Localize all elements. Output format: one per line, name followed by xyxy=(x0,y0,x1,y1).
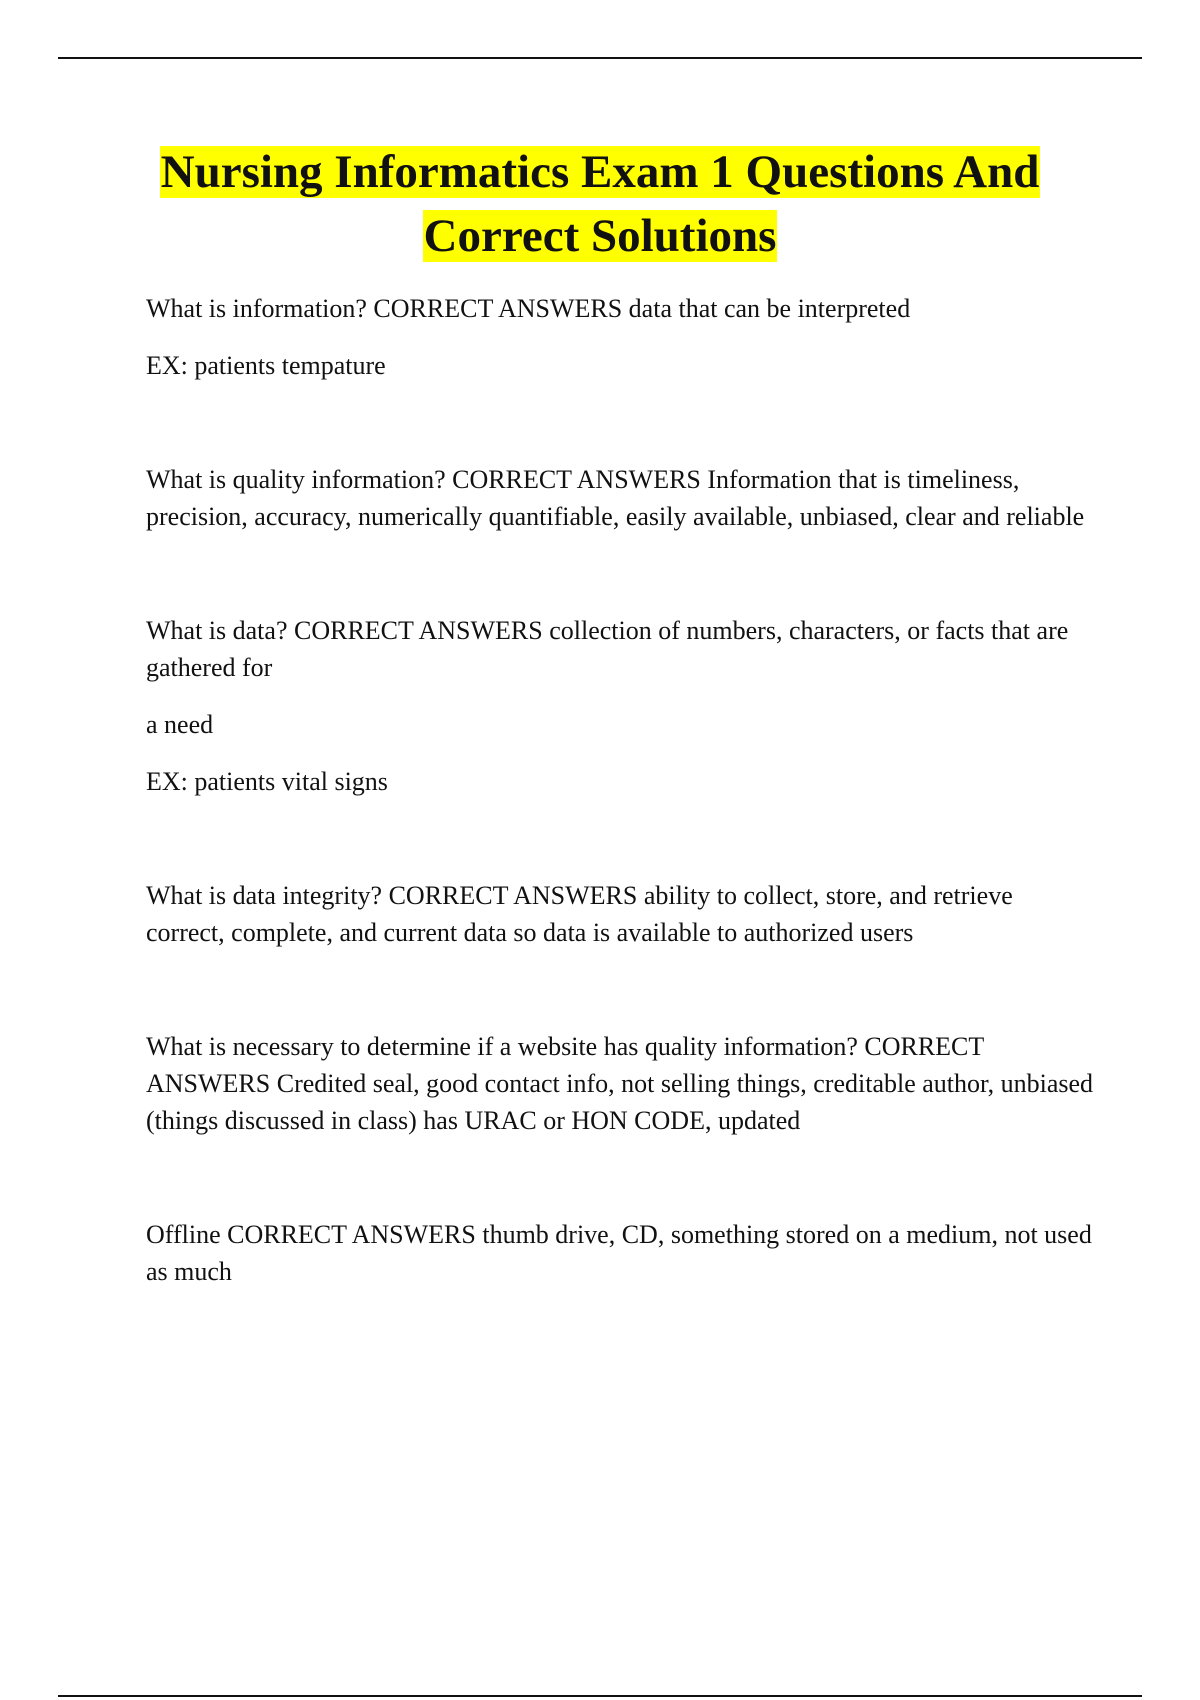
qa-block-data-integrity xyxy=(146,877,1096,951)
qa-paragraph: What is necessary to determine if a website has quality information? CORRECT ANSWERS Credited seal, good contact info, not selling things, creditable author, unbiased (things discussed in class) has URAC or HON CODE, updated xyxy=(146,1032,1094,1135)
title-line-2: Correct Solutions xyxy=(423,210,777,262)
document-title xyxy=(100,140,1100,268)
title-line-1: Nursing Informatics Exam 1 Questions And xyxy=(160,146,1040,198)
qa-paragraph: a need xyxy=(146,710,214,739)
qa-paragraph: EX: patients vital signs xyxy=(146,767,388,796)
qa-block-information xyxy=(146,290,1096,384)
qa-paragraph: EX: patients tempature xyxy=(146,351,386,380)
qa-paragraph: What is quality information? CORRECT ANSWERS Information that is timeliness, precision, accuracy, numerically quantifiable, easily available, unbiased, clear and reliable xyxy=(146,465,1085,531)
qa-block-website-quality xyxy=(146,1028,1096,1139)
document-body xyxy=(146,290,1096,1290)
qa-block-quality-information xyxy=(146,461,1096,535)
qa-paragraph: What is data? CORRECT ANSWERS collection of numbers, characters, or facts that are gathered for xyxy=(146,616,1069,682)
header-rule xyxy=(58,57,1142,59)
qa-paragraph: Offline CORRECT ANSWERS thumb drive, CD, something stored on a medium, not used as much xyxy=(146,1220,1092,1286)
footer-rule xyxy=(58,1695,1142,1697)
qa-block-data xyxy=(146,612,1096,800)
qa-paragraph: What is data integrity? CORRECT ANSWERS ability to collect, store, and retrieve correct, complete, and current data so data is available to authorized users xyxy=(146,881,1013,947)
qa-paragraph: What is information? CORRECT ANSWERS data that can be interpreted xyxy=(146,294,911,323)
qa-block-offline xyxy=(146,1216,1096,1290)
